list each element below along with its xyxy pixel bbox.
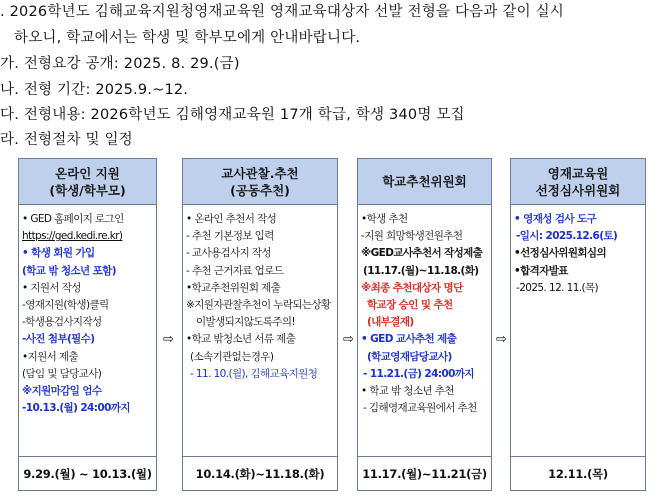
- list-item: • 학생 회원 가입: [22, 247, 95, 260]
- step-header: [183, 159, 337, 205]
- list-item: • GED 교사추천 제출: [361, 333, 457, 346]
- step-date: 12.11.(목): [511, 456, 645, 490]
- step-items: [361, 211, 489, 417]
- list-item: - 교사용검사지 작성: [186, 247, 272, 260]
- list-item: (11.17.(월)~11.18.(화): [363, 264, 479, 277]
- step-subtitle: (학생/학부모): [49, 182, 126, 198]
- list-item: -사진 첨부(필수): [22, 333, 95, 346]
- step-items: [22, 211, 154, 417]
- step-items: [186, 211, 335, 383]
- list-item: •학교추천위원회 제출: [186, 281, 281, 294]
- list-item: •학생 추천: [361, 213, 408, 225]
- list-item: (학교 밖 청소년 포함): [22, 264, 116, 277]
- list-item: • 온라인 추천서 작성: [186, 213, 277, 225]
- step-header: [19, 159, 156, 205]
- list-item: •합격자발표: [514, 264, 568, 277]
- list-item: -일시: 2025.12.6(토): [516, 230, 618, 243]
- step-teacher-recommendation: [182, 158, 338, 491]
- list-item: -영재지원(학생)클릭: [22, 299, 109, 312]
- list-item: •학교 밖청소년 서류 제출: [186, 333, 296, 346]
- ged-site-link[interactable]: https://ged.kedi.re.kr): [22, 230, 123, 243]
- list-item: •선정심사위원회심의: [514, 247, 606, 260]
- step-date: 9.29.(월) ~ 10.13.(월): [19, 456, 156, 490]
- arrow-right-icon: ⇨: [343, 332, 354, 347]
- step-date: 11.17.(월)~11.21(금): [358, 456, 491, 490]
- list-item: ※지원자관찰추천이 누락되는상황: [186, 299, 331, 312]
- list-item: 학교장 승인 및 추천: [367, 299, 453, 312]
- step-date: 10.14.(화)~11.18.(화): [183, 456, 337, 490]
- step-selection-committee: [510, 158, 646, 491]
- list-item: (내부결재): [367, 316, 414, 329]
- list-item: 이발생되지않도록주의!: [196, 316, 296, 329]
- selection-period-line: 나. 전형 기간: 2025.9.~12.: [0, 82, 189, 98]
- procedure-heading: 라. 전형절차 및 일정: [0, 132, 133, 148]
- step-header: [358, 159, 491, 205]
- step-subtitle: (공동추천): [230, 182, 290, 198]
- list-item: - 11.21.(금) 24:00까지: [363, 367, 474, 380]
- list-item: - 추천 기본정보 입력: [186, 230, 274, 243]
- intro-line-1: . 2026학년도 김해교육지원청영재교육원 영재교육대상자 선발 전형을 다음과 같이 실시: [0, 4, 565, 20]
- step-title: 온라인 지원: [55, 165, 120, 181]
- list-item: -10.13.(월) 24:00까지: [22, 402, 130, 415]
- list-item: (학교영재담당교사): [367, 350, 452, 363]
- list-item: - 11. 10.(월), 김해교육지원청: [190, 367, 318, 380]
- list-item: - 김해영재교육원에서 추천: [363, 402, 477, 415]
- procedure-flow: [0, 158, 661, 498]
- list-item: • 학교 밖 청소년 추천: [361, 385, 454, 398]
- step-header: [511, 159, 645, 205]
- list-item: • 영재성 검사 도구: [514, 213, 597, 225]
- selection-content-line: 다. 전형내용: 2026학년도 김해영재교육원 17개 학급, 학생 340명 모집: [0, 107, 465, 123]
- step-school-committee: [357, 158, 492, 491]
- intro-line-2: 하오니, 학교에서는 학생 및 학부모에게 안내바랍니다.: [14, 30, 361, 46]
- step-title: 학교추천위원회: [382, 174, 467, 189]
- list-item: -2025. 12. 11.(목): [516, 281, 599, 294]
- list-item: ※최종 추천대상자 명단: [361, 281, 463, 294]
- step-items: [514, 211, 643, 297]
- list-item: (담임 및 담당교사): [22, 367, 102, 380]
- list-item: •지원서 제출: [22, 350, 79, 363]
- list-item: ※GED교사추천서 작성제출: [361, 247, 483, 260]
- list-item: (소속기관없는경우): [190, 350, 274, 363]
- list-item: • 지원서 작성: [22, 281, 81, 294]
- list-item: -학생용검사지작성: [22, 316, 102, 329]
- arrow-right-icon: ⇨: [163, 332, 174, 347]
- list-item: • GED 홈페이지 로그인: [22, 213, 124, 225]
- step-title: 교사관찰.추천: [221, 165, 299, 181]
- list-item: ※지원마감일 엄수: [22, 385, 102, 398]
- step-subtitle: 선정심사위원회: [535, 182, 621, 198]
- list-item: - 추천 근거자료 업로드: [186, 264, 284, 277]
- step-online-application: [18, 158, 157, 491]
- arrow-right-icon: ⇨: [496, 332, 507, 347]
- list-item: -지원 희망학생전원추천: [361, 230, 463, 243]
- announcement-date-line: 가. 전형요강 공개: 2025. 8. 29.(금): [0, 56, 240, 72]
- step-title: 영재교육원: [547, 165, 609, 181]
